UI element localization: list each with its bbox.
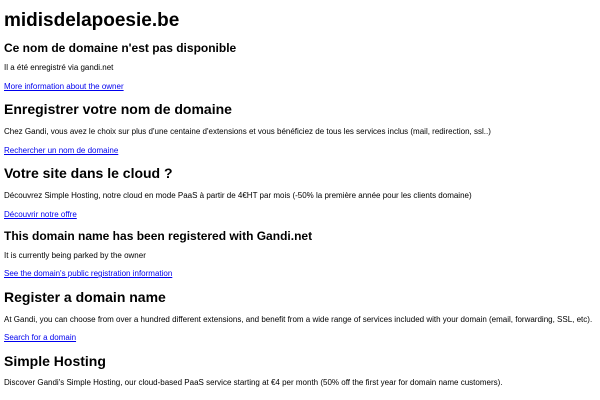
register-heading-fr: Enregistrer votre nom de domaine — [4, 101, 232, 117]
domain-title: midisdelapoesie.be — [4, 10, 180, 31]
hosting-text-en: Discover Gandi's Simple Hosting, our cloud-based PaaS service starting at €4 per month (50% off the first year for domain name customers). — [4, 378, 503, 387]
register-text-fr: Chez Gandi, vous avez le choix sur plus d'une centaine d'extensions et vous bénéficiez de tous les services inclus (mail, redirection, ssl..) — [4, 127, 491, 136]
discover-offer-link-fr[interactable]: Découvrir notre offre — [4, 210, 77, 219]
unavailable-heading: Ce nom de domaine n'est pas disponible — [4, 41, 237, 55]
search-domain-link-en[interactable]: Search for a domain — [4, 333, 77, 342]
registered-heading-en: This domain name has been registered with Gandi.net — [4, 229, 313, 243]
registration-info-link-en[interactable]: See the domain's public registration information — [4, 269, 173, 278]
register-text-en: At Gandi, you can choose from over a hundred different extensions, and benefit from a wide range of services included with your domain (email, forwarding, SSL, etc). — [4, 315, 593, 324]
hosting-heading-en: Simple Hosting — [4, 353, 106, 369]
search-domain-link-fr[interactable]: Rechercher un nom de domaine — [4, 146, 119, 155]
owner-info-link[interactable]: More information about the owner — [4, 82, 124, 91]
parked-text-en: It is currently being parked by the owner — [4, 251, 146, 260]
cloud-text-fr: Découvrez Simple Hosting, notre cloud en mode PaaS à partir de 4€HT par mois (-50% la première année pour les clients domaine) — [4, 191, 472, 200]
cloud-heading-fr: Votre site dans le cloud ? — [4, 165, 173, 181]
register-heading-en: Register a domain name — [4, 289, 166, 305]
registered-via-text: Il a été enregistré via gandi.net — [4, 63, 114, 72]
